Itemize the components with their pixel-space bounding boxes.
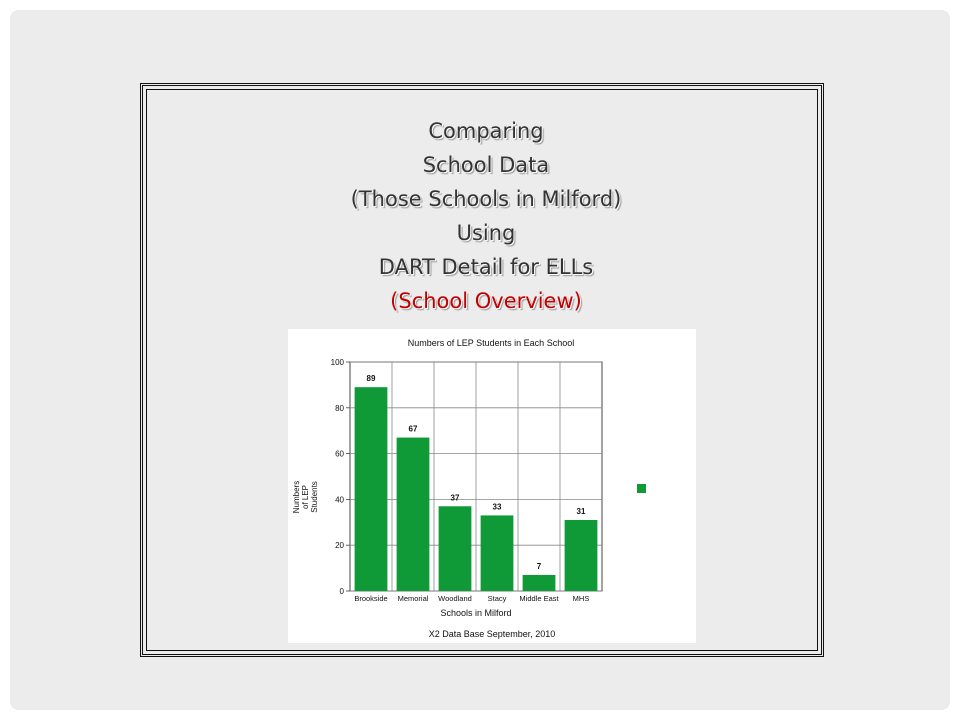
title-line-4: Using [456, 221, 516, 245]
x-tick-label: MHS [572, 594, 590, 603]
bar-value-label: 37 [450, 493, 460, 503]
slide-title [246, 114, 726, 318]
legend-marker [637, 484, 646, 493]
chart-card [288, 329, 696, 643]
y-tick-label: 80 [335, 403, 344, 413]
title-line-3: (Those Schools in Milford) [350, 187, 622, 211]
x-tick-label: Brookside [354, 594, 388, 603]
y-tick-label: 20 [335, 541, 344, 551]
bar [355, 387, 388, 591]
y-axis-label-line-2: of LEP [301, 484, 310, 510]
y-tick-label: 0 [339, 587, 344, 596]
y-tick-label: 100 [330, 358, 344, 367]
y-axis-label-line-1: Numbers [292, 480, 301, 514]
bar-value-label: 7 [536, 561, 542, 571]
x-axis-label: Schools in Milford [440, 608, 512, 618]
bar [481, 515, 514, 591]
chart-title: Numbers of LEP Students in Each School [407, 338, 575, 348]
bar [397, 438, 430, 591]
y-axis-label-line-3: Students [310, 481, 319, 513]
bar-value-label: 67 [408, 424, 418, 434]
bar-value-label: 31 [576, 507, 586, 517]
y-axis-label [292, 481, 319, 513]
bar-value-label: 33 [492, 502, 502, 512]
title-line-5: DART Detail for ELLs [378, 255, 594, 279]
x-tick-label: Memorial [397, 594, 429, 603]
title-line-1: Comparing [428, 119, 544, 143]
x-tick-label: Stacy [487, 594, 507, 603]
x-tick-label: Middle East [519, 594, 559, 603]
x-tick-label: Woodland [438, 594, 472, 603]
source-note: X2 Data Base September, 2010 [428, 629, 556, 639]
bar [523, 575, 556, 591]
y-tick-label: 40 [335, 495, 344, 505]
bar-chart [288, 329, 696, 643]
y-tick-label: 60 [335, 449, 344, 459]
slide-subtitle: (School Overview) [390, 289, 582, 313]
title-line-2: School Data [422, 153, 550, 177]
bar [439, 506, 472, 591]
bar [565, 520, 598, 591]
bar-value-label: 89 [366, 374, 376, 384]
